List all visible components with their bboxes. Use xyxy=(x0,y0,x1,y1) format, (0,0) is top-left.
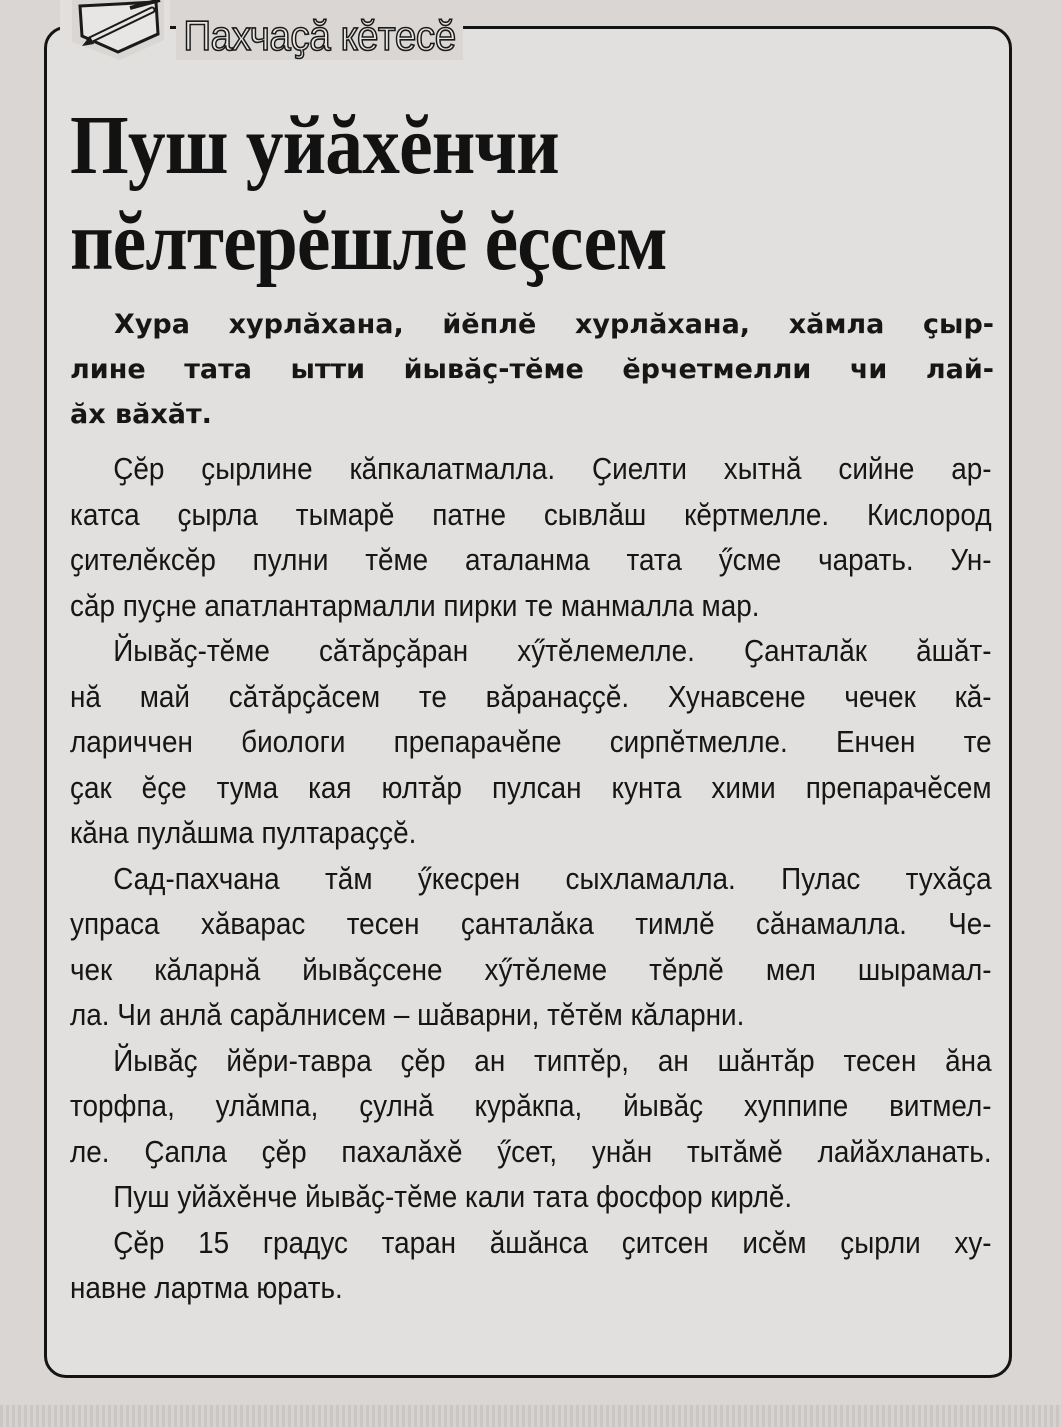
article-body xyxy=(70,446,992,1311)
body-line: сăр пуҫне апатлантармалли пирки те манмалла мар. xyxy=(70,587,760,623)
body-line: ҫителĕксĕр пулни тĕме аталанма тата ӳсме чарать. Ун- xyxy=(70,542,992,577)
body-line: кăна пулăшма пултараҫҫĕ. xyxy=(70,815,417,850)
body-line: Йывăҫ йĕри-тавра ҫĕр ан типтĕр, ан шăнтăр тесен ăна xyxy=(113,1042,992,1078)
lead-line: ăх вăхăт. xyxy=(70,399,212,430)
body-line: упраса хăварас тесен ҫанталăка тимлĕ сăнамалла. Че- xyxy=(70,906,992,941)
body-line: ла. Чи анлă сарăлнисем – шăварни, тĕтĕм кăларни. xyxy=(70,997,745,1032)
lead-line: Хура хурлăхана, йĕплĕ хурлăхана, хăмла ҫыр- xyxy=(114,309,994,340)
page-bottom-edge xyxy=(0,1405,1061,1427)
body-line: нă май сăтăрҫăсем те вăранаҫҫĕ. Хунавсене чечек кă- xyxy=(70,678,992,714)
body-line: ле. Ҫапла ҫĕр пахалăхĕ ӳсет, унăн тытăмĕ лайăхланать. xyxy=(70,1133,992,1169)
body-line: Ҫĕр 15 градус таран ăшăнса ҫитсен исĕм ҫырли ху- xyxy=(113,1224,992,1260)
body-line: Ҫĕр ҫырлине кăпкалатмалла. Ҫиелти хытнă сийне ар- xyxy=(113,451,992,486)
headline-line-2: пĕлтерĕшлĕ ĕҫсем xyxy=(70,195,667,288)
pencil-and-paper-icon xyxy=(60,0,168,60)
body-line: Йывăҫ-тĕме сăтăрҫăран хӳтĕлемелле. Ҫанталăк ăшăт- xyxy=(113,633,992,668)
body-line: торфпа, улăмпа, ҫулнă курăкпа, йывăҫ хуппипе витмел- xyxy=(70,1088,992,1123)
body-line: Пуш уйăхĕнче йывăҫ-тĕме кали тата фосфор кирлĕ. xyxy=(113,1179,793,1214)
lead-line: лине тата ытти йывăҫ-тĕме ĕрчетмелли чи лай- xyxy=(70,354,994,385)
body-line: Сад-пахчана тăм ӳкесрен сыхламалла. Пулас тухăҫа xyxy=(113,860,992,896)
body-line: навне лартма юрать. xyxy=(70,1270,343,1305)
body-line: лариччен биологи препарачĕпе сирпĕтмелле. Енчен те xyxy=(70,724,992,759)
headline-line-1: Пуш уйăхĕнчи xyxy=(70,99,559,192)
headline xyxy=(70,98,898,290)
rubric-title: Пахчаҫă кĕтесĕ xyxy=(176,12,463,60)
bleed-through-right xyxy=(1018,40,1061,62)
body-line: чек кăларнă йывăҫсене хӳтĕлеме тĕрлĕ мел шырамал- xyxy=(70,951,992,987)
lead-paragraph xyxy=(70,302,994,437)
body-line: ҫак ĕҫе тума кая юлтăр пулсан кунта хими препарачĕсем xyxy=(70,769,992,805)
body-line: катса ҫырла тымарĕ патне сывлăш кĕртмелле. Кислород xyxy=(70,496,992,532)
